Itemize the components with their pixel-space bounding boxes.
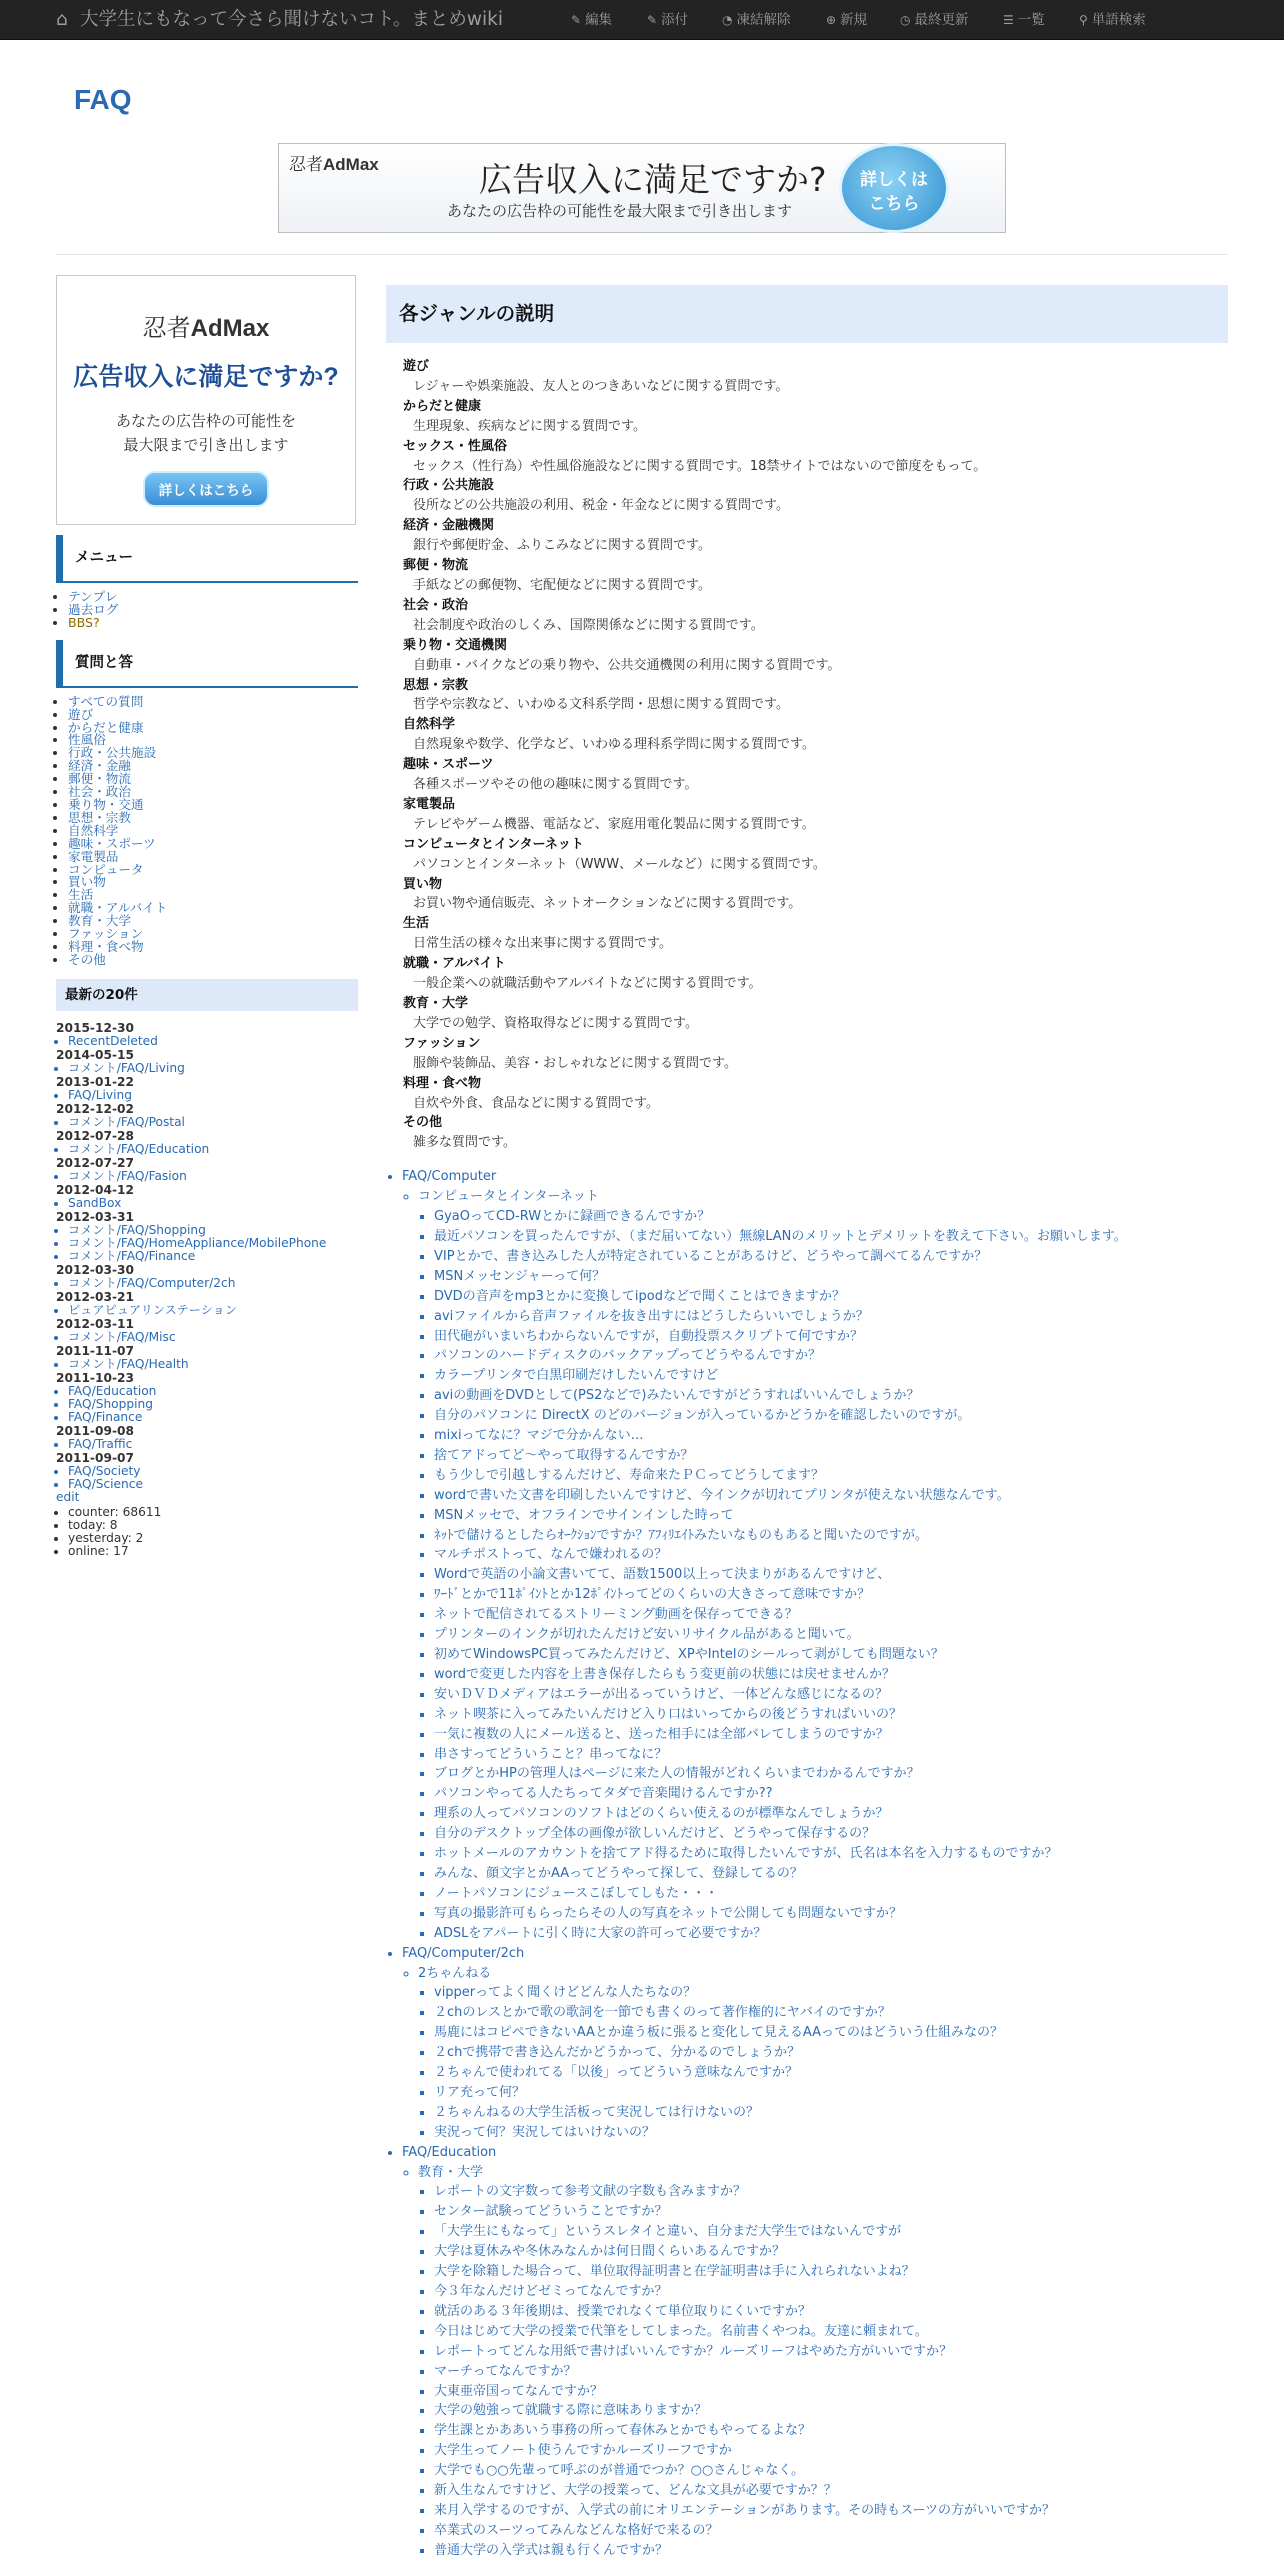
faq-question-link[interactable]: ▪ 自分のデスクトップ全体の画像が欲しいんだけど、どうやって保存するの？	[434, 1824, 1228, 1844]
faq-question-link[interactable]: ▪ 自分のパソコンに DirectX のどのバージョンが入っているかどうかを確認したいのですが。	[434, 1406, 1228, 1426]
menu-item[interactable]: • 過去ログ	[68, 604, 358, 617]
genre-description: 銀行や郵便貯金、ふりこみなどに関する質問です。	[413, 538, 711, 554]
genre-name: からだと健康	[403, 398, 482, 414]
qa-category-item[interactable]: • ファッション	[68, 928, 358, 941]
recent-date: 2011-09-07	[56, 1450, 134, 1465]
ad-logo: 忍者AdMax	[289, 155, 379, 174]
recent-heading: 最新の20件	[56, 979, 358, 1011]
genre-name: 自然科学	[403, 717, 456, 733]
faq-question-link[interactable]: ▪ パソコンやってる人たちってタダで音楽聞けるんですか??	[434, 1784, 1228, 1804]
qa-category-item[interactable]: • 教育・大学	[68, 915, 358, 928]
qa-heading: 質問と答	[56, 640, 358, 688]
qa-category-item[interactable]: • からだと健康	[68, 722, 358, 735]
unlock-icon: ◔	[722, 13, 733, 27]
nav-unfreeze[interactable]: ◔ 凍結解除	[722, 12, 791, 28]
faq-question-link[interactable]: ▪ 写真の撮影許可もらったらその人の写真をネットで公開しても問題ないですか？	[434, 1904, 1228, 1924]
pencil-icon: ✎	[571, 13, 582, 27]
menu-item[interactable]: • テンプレ	[68, 591, 358, 604]
ad-headline: 広告収入に満足ですか?	[73, 363, 339, 391]
genre-name: セックス・性風俗	[403, 438, 507, 454]
recent-list	[56, 1465, 358, 1491]
recent-list	[56, 1385, 358, 1424]
genre-name: ファッション	[403, 1035, 481, 1051]
sidebar	[56, 275, 358, 1558]
genre-description: 役所などの公共施設の利用、税金・年金などに関する質問です。	[413, 498, 789, 514]
genre-description: 自炊や外食、食品などに関する質問です。	[413, 1095, 659, 1111]
faq-question-link[interactable]: ▪ wordで変更した内容を上書き保存したらもう変更前の状態には戻せませんか？	[434, 1665, 1228, 1685]
qa-category-item[interactable]: • コンピュータ	[68, 864, 358, 877]
genre-description: 一般企業への就職活動やアルバイトなどに関する質問です。	[413, 976, 762, 992]
faq-question-list	[402, 1207, 1228, 1944]
recent-item[interactable]: • FAQ/Traffic	[68, 1438, 358, 1451]
banner-ad[interactable]	[278, 143, 1006, 233]
genre-description: パソコンとインターネット（WWW、メールなど）に関する質問です。	[413, 856, 826, 872]
genre-name: 教育・大学	[403, 996, 469, 1011]
faq-question-link[interactable]: ▪ 馬鹿にはコピペできないAAとか違う板に張ると変化して見えるAAってのはどういう仕組みなの？	[434, 2023, 1228, 2043]
genre-description: お買い物や通信販売、ネットオークションなどに関する質問です。	[413, 896, 802, 912]
faq-question-link[interactable]: ▪ ２ちゃんねるの大学生活板って実況しては行けないの？	[434, 2103, 1228, 2123]
qa-category-item[interactable]: • 趣味・スポーツ	[68, 838, 358, 851]
recent-item[interactable]: • FAQ/Living	[68, 1089, 358, 1102]
faq-question-link[interactable]: ▪ 大学でも○○先輩って呼ぶのが普通でつか？○○さんじゃなく。	[434, 2461, 1228, 2481]
genre-description: 自然現象や数学、化学など、いわゆる理科系学問に関する質問です。	[413, 737, 815, 753]
genre-name: 生活	[403, 916, 430, 932]
genre-description: 手紙などの郵便物、宅配便などに関する質問です。	[413, 577, 711, 593]
faq-question-link[interactable]: ▪ 大学を除籍した場合って、単位取得証明書と在学証明書は手に入れられないよね？	[434, 2262, 1228, 2282]
site-brand[interactable]	[56, 0, 503, 40]
recent-item[interactable]: • RecentDeleted	[68, 1035, 358, 1048]
divider	[56, 254, 1228, 255]
list-icon: ☰	[1003, 13, 1014, 27]
recent-item[interactable]: • コメント/FAQ/Computer/2ch	[68, 1277, 358, 1290]
faq-question-link[interactable]: ▪ マーチってなんですか？	[434, 2362, 1228, 2382]
recent-item[interactable]: • FAQ/Education	[68, 1385, 358, 1398]
plus-circle-icon: ⊕	[826, 13, 837, 27]
qa-category-item[interactable]: • 社会・政治	[68, 786, 358, 799]
recent-date: 2014-05-15	[56, 1047, 134, 1062]
faq-question-link[interactable]: ▪ wordで書いた文書を印刷したいんですけど、今インクが切れてプリンタが使えない状態なんです。	[434, 1486, 1228, 1506]
recent-list	[56, 1197, 358, 1210]
recent-item[interactable]: • コメント/FAQ/Living	[68, 1062, 358, 1075]
recent-date: 2012-03-21	[56, 1289, 134, 1304]
faq-question-link[interactable]: ▪ 安いＤＶＤメディアはエラーが出るっていうけど、一体どんな感じになるの？	[434, 1685, 1228, 1705]
access-counter	[56, 1506, 358, 1558]
genre-name: 社会・政治	[403, 597, 469, 613]
recent-item[interactable]: • ピュアピュアリンステーション	[68, 1304, 358, 1317]
faq-question-link[interactable]: ▪ 大東亜帝国ってなんですか？	[434, 2382, 1228, 2402]
qa-category-item[interactable]: • すべての質問	[68, 696, 358, 709]
faq-question-link[interactable]: ▪ 卒業式のスーツってみんなどんな格好で来るの？	[434, 2521, 1228, 2541]
recent-item[interactable]: • コメント/FAQ/Education	[68, 1143, 358, 1156]
faq-page-item	[402, 2143, 1228, 2561]
faq-question-link[interactable]: ▪ ホットメールのアカウントを捨てアド得るために取得したいんですが、氏名は本名を入力するものですか？	[434, 1844, 1228, 1864]
recent-list	[56, 1062, 358, 1075]
qa-category-item[interactable]: • その他	[68, 954, 358, 967]
recent-date: 2012-04-12	[56, 1182, 134, 1197]
recent-list	[56, 1304, 358, 1317]
qa-category-item[interactable]: • 料理・食べ物	[68, 941, 358, 954]
faq-question-link[interactable]: ▪ aviの動画をDVDとして(PS2などで)みたいんですがどうすればいいんでしょうか？	[434, 1386, 1228, 1406]
ad-headline: 広告収入に満足ですか?	[479, 160, 827, 199]
section-heading: 各ジャンルの説明	[386, 285, 1228, 343]
faq-question-link[interactable]: ▪ 学生課とかああいう事務の所って春休みとかでもやってるよな？	[434, 2421, 1228, 2441]
qa-category-item[interactable]: • 家電製品	[68, 851, 358, 864]
sidebar-ad[interactable]	[56, 275, 356, 525]
genre-description: 大学での勉学、資格取得などに関する質問です。	[413, 1015, 698, 1031]
recent-date: 2012-03-31	[56, 1209, 134, 1224]
recent-item[interactable]: • コメント/FAQ/Misc	[68, 1331, 358, 1344]
faq-question-link[interactable]: ▪ ２ちゃんで使われてる「以後」ってどういう意味なんですか？	[434, 2063, 1228, 2083]
faq-question-link[interactable]: ▪ 田代砲がいまいちわからないんですが，自動投票スクリプトて何ですか？	[434, 1327, 1228, 1347]
qa-category-item[interactable]: • 思想・宗教	[68, 812, 358, 825]
qa-category-item[interactable]: • 経済・金融	[68, 760, 358, 773]
recent-date: 2012-07-27	[56, 1155, 134, 1170]
top-navbar	[0, 0, 1284, 40]
recent-item[interactable]: • コメント/FAQ/Fasion	[68, 1170, 358, 1183]
faq-category-item	[418, 2163, 1228, 2183]
nav-edit[interactable]: ✎ 編集	[571, 12, 613, 28]
recent-date: 2012-07-28	[56, 1128, 134, 1143]
recent-date: 2012-03-30	[56, 1262, 134, 1277]
genre-description: 服飾や装飾品、美容・おしゃれなどに関する質問です。	[413, 1055, 737, 1071]
faq-question-link[interactable]: ▪ 最近パソコンを買ったんですが、（まだ届いてない）無線LANのメリットとデメリットを教えて下さい。お願いします。	[434, 1227, 1228, 1247]
recent-list	[56, 1277, 358, 1290]
counter-line: • today: 8	[68, 1519, 358, 1532]
faq-question-link[interactable]: ▪ 大学生ってノート使うんですかルーズリーフですか	[434, 2441, 1228, 2461]
faq-question-link[interactable]: ▪ センター試験ってどういうことですか？	[434, 2202, 1228, 2222]
faq-question-link[interactable]: ▪ VIPとかで、書き込みした人が特定されていることがあるけど、どうやって調べてるんですか？	[434, 1247, 1228, 1267]
qa-category-item[interactable]: • 性風俗	[68, 734, 358, 747]
recent-item[interactable]: • FAQ/Finance	[68, 1411, 358, 1424]
faq-page-item	[402, 1944, 1228, 2143]
menu-heading: メニュー	[56, 535, 358, 583]
faq-question-link[interactable]: ▪ 「大学生にもなって」というスレタイと違い、自分まだ大学生ではないんですが	[434, 2222, 1228, 2242]
recent-item[interactable]: • コメント/FAQ/Shopping	[68, 1224, 358, 1237]
qa-category-item[interactable]: • 買い物	[68, 876, 358, 889]
genre-description: セックス（性行為）や性風俗施設などに関する質問です。18禁サイトではないので節度をもって。	[413, 458, 987, 474]
genre-description: 雑多な質問です。	[413, 1135, 516, 1151]
faq-question-link[interactable]: ▪ DVDの音声をmp3とかに変換してipodなどで聞くことはできますか？	[434, 1287, 1228, 1307]
genre-name: その他	[403, 1115, 443, 1131]
faq-question-link[interactable]: ▪ ADSLをアパートに引く時に大家の許可って必要ですか？	[434, 1924, 1228, 1944]
recent-list	[56, 1224, 358, 1263]
recent-list	[56, 1170, 358, 1183]
recent-list	[56, 1035, 358, 1048]
clock-icon: ◷	[900, 13, 911, 27]
nav-attach[interactable]: ✎ 添付	[647, 12, 689, 28]
faq-question-link[interactable]: ▪ 普通大学の入学式は親も行くんですか？	[434, 2541, 1228, 2561]
faq-question-link[interactable]: ▪ 捨てアドってど～やって取得するんですか？	[434, 1446, 1228, 1466]
search-icon: ⚲	[1079, 13, 1088, 27]
faq-question-link[interactable]: ▪ カラープリンタで白黒印刷だけしたいんですけど	[434, 1366, 1228, 1386]
genre-description: 自動車・バイクなどの乗り物や、公共交通機関の利用に関する質問です。	[413, 657, 841, 673]
counter-line: • yesterday: 2	[68, 1532, 358, 1545]
recent-date: 2011-11-07	[56, 1343, 134, 1358]
recent-item[interactable]: • FAQ/Shopping	[68, 1398, 358, 1411]
faq-question-link[interactable]: ▪ 来月入学するのですが、入学式の前にオリエンテーションがあります。その時もスーツの方がいいですか？	[434, 2501, 1228, 2521]
faq-question-link[interactable]: ▪ aviファイルから音声ファイルを抜き出すにはどうしたらいいでしょうか？	[434, 1307, 1228, 1327]
genre-name: 就職・アルバイト	[403, 956, 506, 972]
recent-date: 2011-10-23	[56, 1370, 134, 1385]
recent-list	[56, 1089, 358, 1102]
recent-date: 2011-09-08	[56, 1423, 134, 1438]
faq-question-link[interactable]: ▪ プリンターのインクが切れたんだけど安いリサイクル品があると聞いて。	[434, 1625, 1228, 1645]
faq-page-item	[402, 1167, 1228, 1943]
recent-item[interactable]: • FAQ/Society	[68, 1465, 358, 1478]
recent-list	[56, 1438, 358, 1451]
recent-item[interactable]: • コメント/FAQ/Postal	[68, 1116, 358, 1129]
faq-question-link[interactable]: ▪ 大学は夏休みや冬休みなんかは何日間くらいあるんですか？	[434, 2242, 1228, 2262]
menu-list	[56, 591, 358, 630]
recent-date: 2012-03-11	[56, 1316, 134, 1331]
ad-subtext: あなたの広告枠の可能性を最大限まで引き出します	[447, 202, 793, 220]
faq-question-link[interactable]: ▪ ブログとかHPの管理人はページに来た人の情報がどれくらいまでわかるんですか？	[434, 1764, 1228, 1784]
genre-description: レジャーや娯楽施設、友人とのつきあいなどに関する質問です。	[413, 378, 789, 394]
faq-tree	[386, 1167, 1228, 2560]
faq-question-link[interactable]: ▪ 就活のある３年後期は、授業でれなくて単位取りにくいですか？	[434, 2302, 1228, 2322]
counter-line: • counter: 68611	[68, 1506, 358, 1519]
faq-question-link[interactable]: ▪ ネット喫茶に入ってみたいんだけど入り口はいってからの後どうすればいいの？	[434, 1705, 1228, 1725]
faq-question-list	[402, 1983, 1228, 2142]
faq-question-link[interactable]: ▪ 今３年なんだけどゼミってなんですか？	[434, 2282, 1228, 2302]
faq-question-link[interactable]: ▪ パソコンのハードディスクのバックアップってどうやるんですか？	[434, 1346, 1228, 1366]
faq-page-link[interactable]: FAQ/Education	[402, 2144, 497, 2160]
home-icon: ⌂	[56, 9, 68, 30]
faq-question-link[interactable]: ▪ 理系の人ってパソコンのソフトはどのくらい使えるのが標準なんでしょうか？	[434, 1804, 1228, 1824]
counter-line: • online: 17	[68, 1545, 358, 1558]
qa-category-item[interactable]: • 郵便・物流	[68, 773, 358, 786]
recent-list	[56, 1358, 358, 1371]
faq-page-link[interactable]: FAQ/Computer	[402, 1169, 497, 1185]
recent-list	[56, 1331, 358, 1344]
faq-category-link[interactable]: コンピュータとインターネット	[418, 1189, 599, 1205]
faq-question-link[interactable]: ▪ ２chのレスとかで歌の歌詞を一節でも書くのって著作権的にヤバイのですか？	[434, 2003, 1228, 2023]
faq-category-link[interactable]: 教育・大学	[418, 2164, 484, 2180]
faq-category-list	[402, 2163, 1228, 2183]
faq-question-list	[402, 2182, 1228, 2560]
site-brand-label: 大学生にもなって今さら聞けないコト。まとめwiki	[80, 9, 503, 30]
genre-name: 行政・公共施設	[403, 478, 495, 494]
nav-search[interactable]: ⚲ 単語検索	[1079, 12, 1146, 28]
faq-question-link[interactable]: ▪ 今日はじめて大学の授業で代筆をしてしまった。名前書くやつね。友達に頼まれて。	[434, 2322, 1228, 2342]
faq-category-link[interactable]: 2ちゃんねる	[418, 1965, 492, 1981]
genre-description: 社会制度や政治のしくみ、国際関係などに関する質問です。	[413, 617, 764, 633]
recent-item[interactable]: • コメント/FAQ/HomeAppliance/MobilePhone	[68, 1237, 358, 1250]
recent-list	[56, 1116, 358, 1129]
edit-link[interactable]: edit	[56, 1489, 80, 1504]
recent-item[interactable]: • コメント/FAQ/Health	[68, 1358, 358, 1371]
genre-name: 経済・金融機関	[403, 518, 495, 534]
qa-category-item[interactable]: • 乗り物・交通	[68, 799, 358, 812]
genre-description: テレビやゲーム機器、電話など、家庭用電化製品に関する質問です。	[413, 816, 815, 832]
faq-question-link[interactable]: ▪ レポートってどんな用紙で書けばいいんですか？ルーズリーフはやめた方がいいですか？	[434, 2342, 1228, 2362]
genre-description: 各種スポーツやその他の趣味に関する質問です。	[413, 777, 698, 793]
genre-name: 買い物	[403, 876, 443, 892]
recent-item[interactable]: • FAQ/Science	[68, 1478, 358, 1491]
faq-question-link[interactable]: ▪ GyaOってCD-RWとかに録画できるんですか？	[434, 1207, 1228, 1227]
paperclip-icon: ✎	[647, 13, 658, 27]
genre-description: 生理現象、疾病などに関する質問です。	[413, 418, 646, 434]
faq-category-list	[402, 1187, 1228, 1207]
faq-question-link[interactable]: ▪ 実況って何？実況してはいけないの？	[434, 2123, 1228, 2143]
recent-item[interactable]: • SandBox	[68, 1197, 358, 1210]
genre-descriptions	[386, 357, 1228, 1153]
faq-question-link[interactable]: ▪ 一気に複数の人にメール送ると、送った相手には全部バレてしまうのですか？	[434, 1725, 1228, 1745]
recent-date: 2013-01-22	[56, 1074, 134, 1089]
faq-question-link[interactable]: ▪ ネットで配信されてるストリーミング動画を保存ってできる？	[434, 1605, 1228, 1625]
recent-date: 2012-12-02	[56, 1101, 134, 1116]
faq-category-list	[402, 1964, 1228, 1984]
genre-name: 思想・宗教	[403, 677, 469, 693]
nav-recent-changes[interactable]: ◷ 最終更新	[900, 12, 969, 28]
nav-new[interactable]: ⊕ 新規	[826, 12, 868, 28]
faq-question-link[interactable]: ▪ MSNメッセで、オフラインでサインインした時って	[434, 1506, 1228, 1526]
ad-cta-button[interactable]: 詳しくは こちら	[839, 143, 949, 233]
faq-question-link[interactable]: ▪ もう少しで引越しするんだけど、寿命来たＰＣってどうしてます？	[434, 1466, 1228, 1486]
faq-question-link[interactable]: ▪ ノートパソコンにジュースこぼしてしもた・・・	[434, 1884, 1228, 1904]
genre-name: 遊び	[403, 359, 430, 374]
qa-category-list	[56, 693, 358, 967]
faq-question-link[interactable]: ▪ ﾜｰﾄﾞとかで11ﾎﾟｲﾝﾄとか12ﾎﾟｲﾝﾄってどのくらいの大きさって意味ですか？	[434, 1585, 1228, 1605]
genre-name: コンピュータとインターネット	[403, 836, 584, 852]
qa-category-item[interactable]: • 遊び	[68, 709, 358, 722]
nav-list[interactable]: ☰ 一覧	[1003, 12, 1045, 28]
faq-question-link[interactable]: ▪ vipperってよく聞くけどどんな人たちなの？	[434, 1983, 1228, 2003]
recent-list	[56, 1143, 358, 1156]
faq-question-link[interactable]: ▪ MSNメッセンジャーって何？	[434, 1267, 1228, 1287]
recent-date: 2015-12-30	[56, 1020, 134, 1035]
genre-description: 哲学や宗教など、いわゆる文科系学問・思想に関する質問です。	[413, 697, 789, 713]
genre-name: 乗り物・交通機関	[403, 637, 508, 653]
genre-name: 料理・食べ物	[403, 1075, 482, 1091]
recent-changes	[56, 1021, 358, 1491]
faq-question-link[interactable]: ▪ レポートの文字数って参考文献の字数も含みますか？	[434, 2182, 1228, 2202]
ad-subtext: あなたの広告枠の可能性を 最大限まで引き出します	[115, 412, 296, 454]
main-content	[386, 285, 1228, 2561]
qa-category-item[interactable]: • 行政・公共施設	[68, 747, 358, 760]
faq-question-link[interactable]: ▪ 大学の勉強って就職する際に意味ありますか？	[434, 2401, 1228, 2421]
qa-category-item[interactable]: • 自然科学	[68, 825, 358, 838]
genre-name: 趣味・スポーツ	[403, 757, 494, 773]
faq-question-link[interactable]: ▪ 初めてWindowsPC買ってみたんだけど、XPやIntelのシールって剥がしても問題ない？	[434, 1645, 1228, 1665]
ad-cta-button[interactable]: 詳しくはこちら	[143, 471, 270, 507]
recent-item[interactable]: • コメント/FAQ/Finance	[68, 1250, 358, 1263]
faq-question-link[interactable]: ▪ 新入生なんですけど、大学の授業って、どんな文具が必要ですか？？	[434, 2481, 1228, 2501]
faq-question-link[interactable]: ▪ mixiってなに？マジで分かんない…	[434, 1426, 1228, 1446]
page-title: FAQ	[74, 84, 132, 115]
qa-category-item[interactable]: • 生活	[68, 889, 358, 902]
faq-question-link[interactable]: ▪ リア充って何？	[434, 2083, 1228, 2103]
faq-question-link[interactable]: ▪ マルチポストって、なんで嫌われるの？	[434, 1545, 1228, 1565]
menu-item[interactable]: • BBS?	[68, 617, 358, 630]
qa-category-item[interactable]: • 就職・アルバイト	[68, 902, 358, 915]
faq-question-link[interactable]: ▪ みんな、顔文字とかAAってどうやって探して、登録してるの？	[434, 1864, 1228, 1884]
faq-category-item	[418, 1964, 1228, 1984]
faq-question-link[interactable]: ▪ 串さすってどういうこと？串ってなに？	[434, 1745, 1228, 1765]
genre-name: 郵便・物流	[403, 558, 469, 574]
faq-question-link[interactable]: ▪ Wordで英語の小論文書いてて、語数1500以上って決まりがあるんですけど、	[434, 1565, 1228, 1585]
genre-name: 家電製品	[403, 796, 456, 812]
faq-question-link[interactable]: ▪ ﾈｯﾄで儲けるとしたらｵｰｸｼｮﾝですか？ｱﾌｨﾘｴｲﾄみたいなものもあると聞いたのですが。	[434, 1526, 1228, 1546]
faq-category-item	[418, 1187, 1228, 1207]
faq-page-link[interactable]: FAQ/Computer/2ch	[402, 1945, 525, 1961]
genre-description: 日常生活の様々な出来事に関する質問です。	[413, 936, 672, 952]
faq-question-link[interactable]: ▪ ２chで携帯で書き込んだかどうかって、分かるのでしょうか？	[434, 2043, 1228, 2063]
ad-logo: 忍者AdMax	[142, 315, 270, 342]
